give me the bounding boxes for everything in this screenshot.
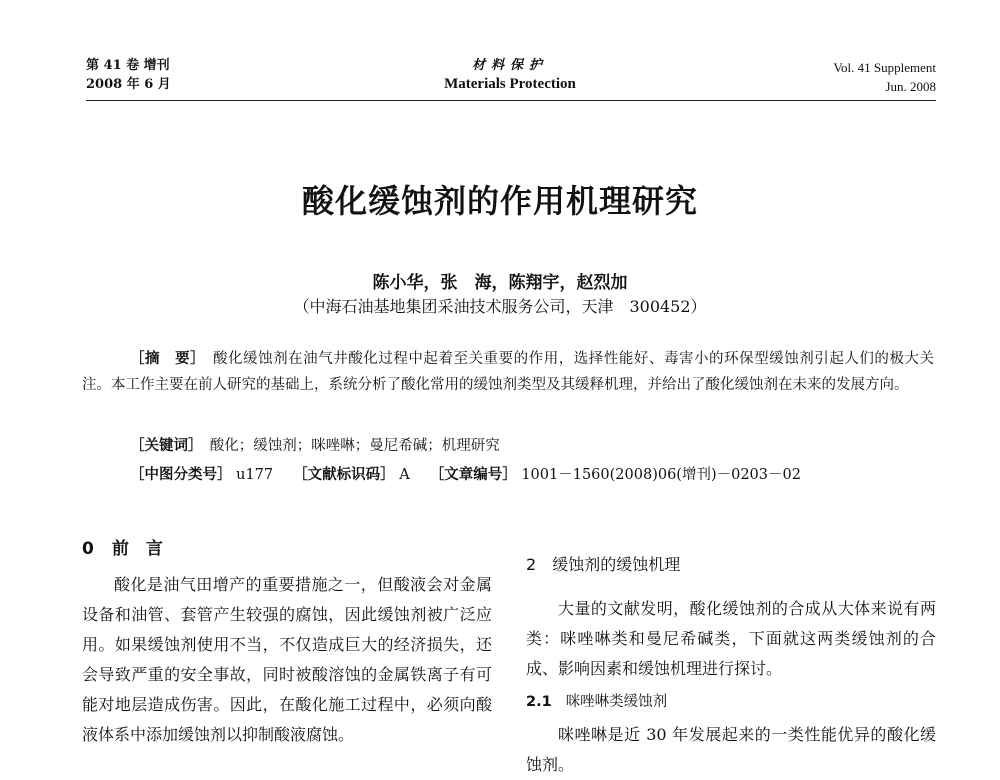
journal-name [380,56,640,94]
abstract-text: 酸化缓蚀剂在油气井酸化过程中起着至关重要的作用，选择性能好、毒害小的环保型缓蚀剂引起人们的极大关注。本工作主要在前人研究的基础上，系统分析了酸化常用的缓蚀剂类型及其缓释机理，并给出了酸化缓蚀剂在未来的发展方向。 [82,351,935,393]
clc-value: u177 [236,467,274,483]
clc-code [130,467,273,483]
section-2-1-paragraph: 咪唑啉是近 30 年发展起来的一类性能优异的酸化缓蚀剂。 [526,725,936,774]
section-2-heading [526,552,680,575]
abstract-label: ［摘 要］ [130,351,198,367]
section-2-paragraph: 大量的文献发明，酸化缓蚀剂的合成从大体来说有两类：咪唑啉类和曼尼希碱类，下面就这两类缓蚀剂的合成、影响因素和缓蚀机理进行探讨。 [526,599,936,678]
journal-name-en: Materials Protection [444,76,576,92]
doc-code [293,467,410,483]
abstract [82,346,934,398]
art-label: ［文章编号］ [429,467,517,483]
section-0-title: 前 言 [111,539,163,559]
volume-issue: 第 41 卷 增刊 [86,58,170,73]
article-affiliation: （中海石油基地集团采油技术服务公司，天津 300452） [293,297,707,316]
volume-issue-en: Vol. 41 Supplement [833,60,936,75]
keywords-label: ［关键词］ [130,438,196,454]
keywords-text: 酸化；缓蚀剂；咪唑啉；曼尼希碱；机理研究 [209,438,500,454]
section-2-1-heading [526,690,667,711]
article-number [430,467,801,483]
art-value: 1001－1560(2008)06(增刊)－0203－02 [521,467,801,483]
section-2-title: 缓蚀剂的缓蚀机理 [552,555,681,574]
publication-date: 2008 年 6 月 [86,77,171,92]
keywords [130,434,500,458]
section-2-1-number: 2.1 [526,694,552,710]
classification-line [130,463,801,487]
section-0-heading [82,534,163,559]
section-0-number: 0 [82,539,94,559]
section-2-1-title: 咪唑啉类缓蚀剂 [565,694,668,710]
article-title: 酸化缓蚀剂的作用机理研究 [301,182,698,220]
section-2-number: 2 [526,555,537,574]
doc-label: ［文献标识码］ [293,467,395,483]
clc-label: ［中图分类号］ [130,467,232,483]
journal-volume-info-en [833,58,936,96]
doc-value: A [399,467,410,483]
journal-volume-info [86,56,171,94]
journal-name-cn: 材料保护 [471,58,548,73]
article-authors: 陈小华，张 海，陈翔宇，赵烈加 [372,273,628,293]
header-rule [86,100,936,101]
publication-date-en: Jun. 2008 [885,79,936,94]
section-0-paragraph: 酸化是油气田增产的重要措施之一，但酸液会对金属设备和油管、套管产生较强的腐蚀，因此缓蚀剂被广泛应用。如果缓蚀剂使用不当，不仅造成巨大的经济损失，还会导致严重的安全事故，同时被酸溶蚀的金属铁离子有可能对地层造成伤害。因此，在酸化施工过程中，必须向酸液体系中添加缓蚀剂以抑制酸液腐蚀。 [82,575,492,744]
